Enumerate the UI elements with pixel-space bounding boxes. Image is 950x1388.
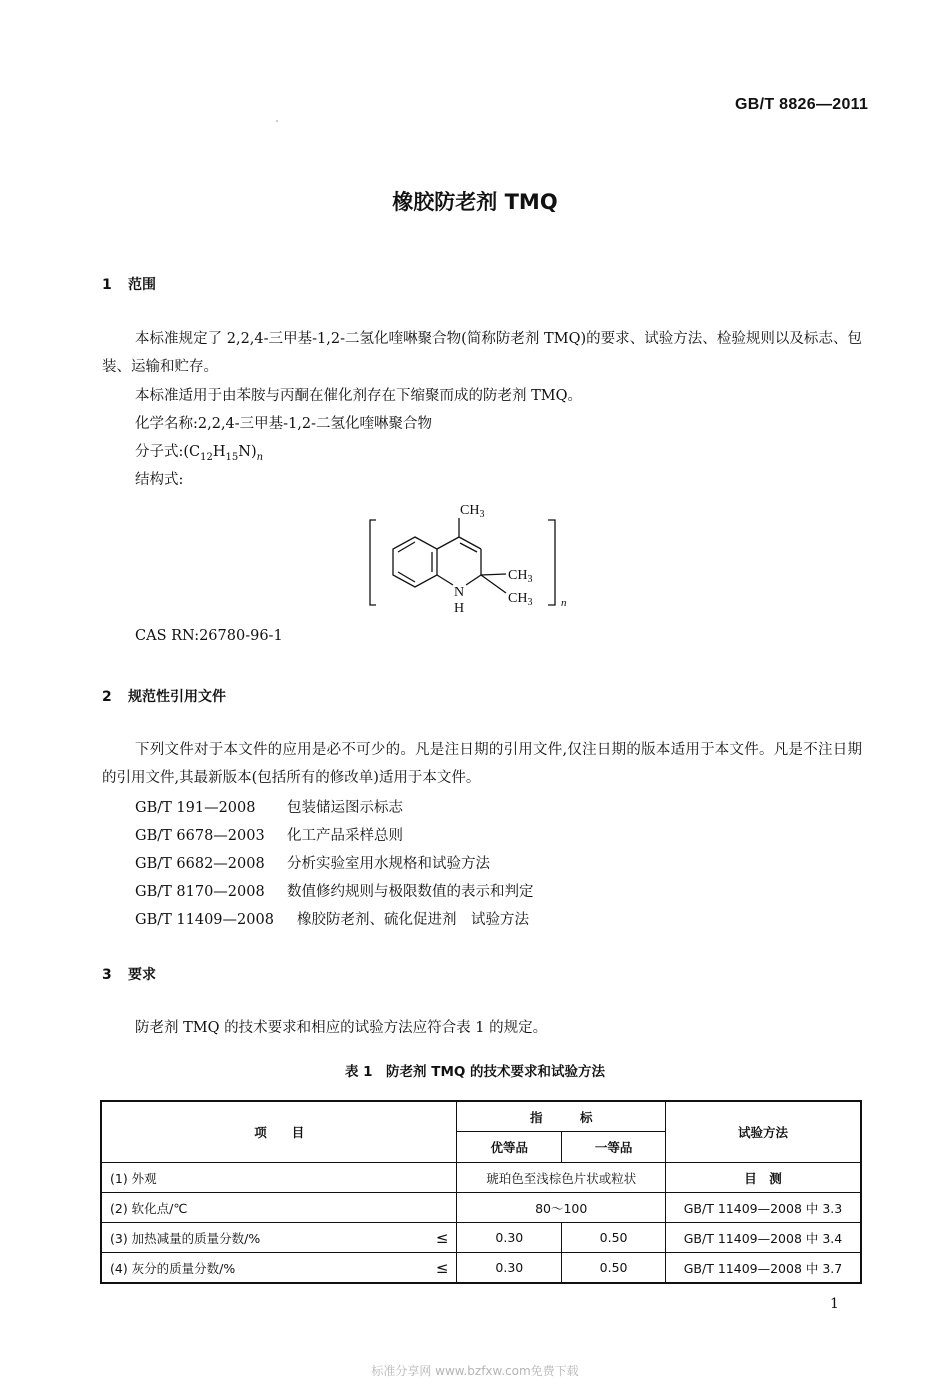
ch3-right-label-2: $CH_3$ (508, 591, 533, 608)
section-2-para: 下列文件对于本文件的应用是必不可少的。凡是注日期的引用文件,仅注日期的版本适用于本文件。凡是不注日期的引用文件,其最新版本(包括所有的修改单)适用于本文件。 (102, 742, 862, 786)
reference-title: 化工产品采样总则 (287, 828, 403, 844)
reference-item (135, 880, 534, 901)
reference-code: GB/T 6678—2003 (135, 828, 265, 844)
reference-item (135, 908, 529, 929)
table-row (101, 1223, 861, 1253)
header-first: 一等品 (562, 1132, 666, 1163)
section-1-number: 1 (102, 277, 112, 293)
table-row (101, 1193, 861, 1223)
row-item: (1) 外观 (101, 1163, 457, 1193)
reference-code: GB/T 8170—2008 (135, 884, 265, 900)
section-1-title: 范围 (128, 277, 156, 293)
row-superior: 0.30 (457, 1253, 562, 1284)
row-superior: 0.30 (457, 1223, 562, 1253)
reference-code: GB/T 11409—2008 (135, 912, 274, 928)
row-item-cell (101, 1253, 457, 1284)
reference-code: GB/T 191—2008 (135, 800, 256, 816)
page-number: 1 (830, 1296, 839, 1312)
reference-title: 分析实验室用水规格和试验方法 (287, 856, 490, 872)
row-first: 0.50 (562, 1253, 666, 1284)
formula-suffix: N) (238, 444, 257, 460)
chemical-name: 化学名称:2,2,4-三甲基-1,2-二氢化喹啉聚合物 (135, 416, 433, 432)
n-atom-label: N (454, 585, 465, 600)
formula-h: H (212, 444, 226, 460)
section-3-heading (102, 964, 156, 984)
benzene-ring (393, 537, 437, 587)
polymer-n-label: n (561, 597, 567, 609)
row-method: GB/T 11409—2008 中 3.3 (665, 1193, 861, 1223)
row-item: (3) 加热减量的质量分数/% (110, 1230, 261, 1246)
section-3-title: 要求 (128, 967, 156, 983)
reference-title: 包装储运图示标志 (287, 800, 403, 816)
header-item: 项 目 (101, 1101, 457, 1163)
ch3-top-label: $CH_3$ (460, 503, 485, 520)
section-3-number: 3 (102, 967, 112, 983)
row-first: 0.50 (562, 1223, 666, 1253)
ch3-right-label-1: $CH_3$ (508, 568, 533, 585)
row-indicator-merged: 琥珀色至浅棕色片状或粒状 (457, 1163, 666, 1193)
left-bracket (370, 520, 376, 605)
standard-code: GB/T 8826—2011 (735, 96, 869, 113)
structural-formula (360, 490, 580, 620)
reference-item (135, 824, 403, 845)
reference-item (135, 796, 403, 817)
row-item: (4) 灰分的质量分数/% (110, 1260, 236, 1276)
right-bracket (548, 520, 555, 605)
reference-title: 橡胶防老剂、硫化促进剂 试验方法 (297, 912, 529, 928)
formula-h-sub: 15 (225, 451, 239, 463)
molecular-formula (135, 440, 263, 463)
section-2-heading (102, 686, 226, 706)
section-1-para-1: 本标准规定了 2,2,4-三甲基-1,2-二氢化喹啉聚合物(简称防老剂 TMQ)的要求、试验方法、检验规则以及标志、包装、运输和贮存。 (102, 331, 862, 375)
table-header-row (101, 1101, 861, 1132)
formula-n-sub: n (256, 451, 264, 463)
header-method: 试验方法 (665, 1101, 861, 1163)
row-sign: ≤ (435, 1228, 449, 1247)
dihydroquinoline-ring (437, 518, 506, 593)
row-method: 目 测 (665, 1163, 861, 1193)
row-item: (2) 软化点/℃ (101, 1193, 457, 1223)
section-1-heading (102, 274, 156, 294)
section-2-number: 2 (102, 689, 112, 705)
section-3-para: 防老剂 TMQ 的技术要求和相应的试验方法应符合表 1 的规定。 (135, 1020, 548, 1036)
reference-code: GB/T 6682—2008 (135, 856, 265, 872)
cas-number: CAS RN:26780-96-1 (135, 628, 283, 644)
formula-prefix: 分子式:(C (135, 444, 201, 460)
reference-item (135, 852, 490, 873)
header-superior: 优等品 (457, 1132, 562, 1163)
table-1-caption: 表 1 防老剂 TMQ 的技术要求和试验方法 (344, 1064, 606, 1080)
requirements-table (100, 1100, 862, 1284)
h-atom-label: H (454, 601, 465, 616)
reference-title: 数值修约规则与极限数值的表示和判定 (287, 884, 534, 900)
section-2-title: 规范性引用文件 (128, 689, 226, 705)
table-row (101, 1253, 861, 1284)
formula-c-sub: 12 (200, 451, 213, 463)
scan-speck (276, 120, 278, 122)
row-method: GB/T 11409—2008 中 3.4 (665, 1223, 861, 1253)
table-row (101, 1163, 861, 1193)
document-title: 橡胶防老剂 TMQ (392, 190, 558, 214)
row-sign: ≤ (435, 1258, 449, 1277)
row-method: GB/T 11409—2008 中 3.7 (665, 1253, 861, 1284)
header-indicator: 指 标 (457, 1101, 666, 1132)
row-indicator-merged: 80～100 (457, 1193, 666, 1223)
watermark: 标准分享网 www.bzfxw.com免费下载 (371, 1364, 579, 1378)
row-item-cell (101, 1223, 457, 1253)
structure-label: 结构式: (135, 472, 184, 488)
section-1-para-2: 本标准适用于由苯胺与丙酮在催化剂存在下缩聚而成的防老剂 TMQ。 (135, 388, 583, 404)
